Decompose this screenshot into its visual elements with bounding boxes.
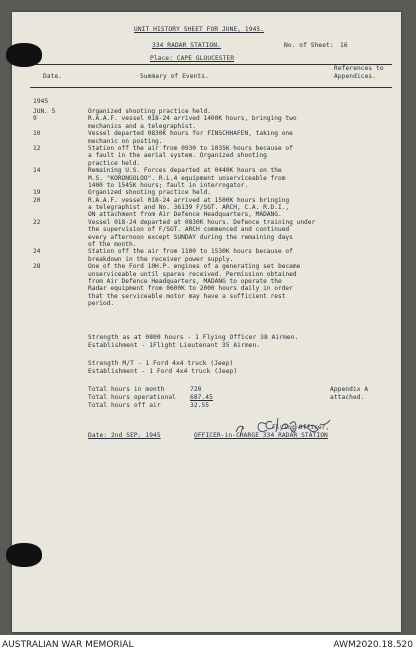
event-row xyxy=(12,234,401,241)
event-row xyxy=(12,300,401,307)
total-operational-value: 687.45 xyxy=(190,394,213,401)
appendix-note-2: attached. xyxy=(330,394,365,401)
punch-hole-bottom xyxy=(6,543,42,567)
event-row xyxy=(12,182,401,189)
event-row xyxy=(12,123,401,130)
event-text: the supervision of F/SGT. ARCH commenced and continued xyxy=(88,226,290,234)
event-text: Radar equipment from 0600K to 2000 hours daily in order xyxy=(88,285,293,293)
event-date: 19 xyxy=(33,189,41,197)
event-row xyxy=(12,256,401,263)
event-text: mechanics and a telegraphist. xyxy=(88,122,197,130)
transport-establishment: Establishment - 1 Ford 4x4 truck (Jeep) xyxy=(88,368,238,375)
event-row xyxy=(12,219,401,226)
footer-institution: AUSTRALIAN WAR MEMORIAL xyxy=(2,640,134,650)
event-row xyxy=(12,145,401,152)
event-date: 14 xyxy=(33,167,41,175)
event-text: Remaining U.S. Forces departed at 0440K hours on the xyxy=(88,167,282,175)
event-row xyxy=(12,211,401,218)
event-text: Vessel 018-24 departed at 0830K hours. Defence training under xyxy=(88,218,316,226)
event-text: a telegraphist and No. 36139 F/SGT. ARCH, C.A. R.D.I., xyxy=(88,204,290,212)
event-row xyxy=(12,130,401,137)
total-month-value: 720 xyxy=(190,386,202,393)
column-references: References to xyxy=(334,65,384,72)
event-date: 12 xyxy=(33,144,41,152)
strength-line: Strength as at 0800 hours - 1 Flying Officer 38 Airmen. xyxy=(88,334,299,341)
sheet-number: 16 xyxy=(340,42,348,49)
unit-name: 334 RADAR STATION. xyxy=(152,42,221,49)
signatory-role: OFFICER-in-CHARGE 334 RADAR STATION xyxy=(194,432,328,439)
event-row xyxy=(12,197,401,204)
caption-bar xyxy=(0,637,416,653)
column-appendices: Appendices. xyxy=(334,73,377,80)
event-row xyxy=(12,152,401,159)
document-page xyxy=(12,12,401,632)
event-row xyxy=(12,175,401,182)
event-row xyxy=(12,160,401,167)
event-row xyxy=(12,115,401,122)
event-date: 28 xyxy=(33,263,41,271)
event-date: 22 xyxy=(33,218,41,226)
punch-hole-top xyxy=(6,43,42,67)
event-row xyxy=(12,278,401,285)
event-list xyxy=(12,108,401,308)
column-summary: Summary of Events. xyxy=(140,73,209,80)
event-row xyxy=(12,293,401,300)
event-text: Organized shooting practice held. xyxy=(88,189,211,197)
event-text: that the serviceable motor may have a sufficient rest xyxy=(88,292,286,300)
event-text: from Air Defence Headquarters, MADANG to operate the xyxy=(88,277,282,285)
footer-accession: AWM2020.18.520 xyxy=(333,640,413,650)
event-text: Station off the air from 0930 to 1035K hours because of xyxy=(88,144,293,152)
event-row xyxy=(12,263,401,270)
event-row xyxy=(12,138,401,145)
event-text: practice held. xyxy=(88,159,141,167)
event-row xyxy=(12,241,401,248)
event-row xyxy=(12,204,401,211)
event-text: mechanic on posting. xyxy=(88,137,163,145)
event-text: Organized shooting practice held. xyxy=(88,108,211,115)
signatory-rank: Flying Officer, xyxy=(272,424,330,431)
event-date: 24 xyxy=(33,248,41,256)
event-text: unserviceable until spares received. Permission obtained xyxy=(88,270,297,278)
event-text: R.A.A.F. vessel 018-24 arrived at 1500K hours bringing xyxy=(88,196,290,204)
event-text: Vessel departed 0830K hours for FINSCHHAFEN, taking one xyxy=(88,130,293,138)
event-row xyxy=(12,271,401,278)
event-date: 9 xyxy=(33,115,37,123)
event-row xyxy=(12,285,401,292)
event-text: One of the Ford 10H.P. engines of a generating set became xyxy=(88,263,301,271)
event-row xyxy=(12,226,401,233)
event-row xyxy=(12,248,401,255)
total-offair-value: 32.55 xyxy=(190,402,210,409)
event-text: period. xyxy=(88,300,115,308)
event-text: R.A.A.F. vessel 018-24 arrived 1400K hours, bringing two xyxy=(88,115,297,123)
total-offair-label: Total hours off air xyxy=(88,402,161,409)
event-row xyxy=(12,108,401,115)
total-month-label: Total hours in month xyxy=(88,386,165,393)
event-text: every afternoon except SUNDAY during the remaining days xyxy=(88,233,293,241)
event-row xyxy=(12,189,401,196)
place: Place: CAPE GLOUCESTER xyxy=(150,55,235,62)
event-text: ON attachment from Air Defence Headquarters, MADANG. xyxy=(88,211,282,219)
event-date: 10 xyxy=(33,130,41,138)
event-text: M.S. "KORONGOLOO". R.L.4 equipment unserviceable from xyxy=(88,174,286,182)
sheet-title: UNIT HISTORY SHEET FOR JUNE, 1945. xyxy=(134,26,265,33)
event-date: 20 xyxy=(33,196,41,204)
transport-strength: Strength M/T - 1 Ford 4x4 truck (Jeep) xyxy=(88,360,234,367)
sheet-number-label: No. of Sheet: xyxy=(284,42,334,49)
total-operational-label: Total hours operational xyxy=(88,394,176,401)
appendix-note-1: Appendix A xyxy=(330,386,369,393)
event-text: 1400 to 1545K hours; fault in interrogator. xyxy=(88,181,249,189)
event-text: Station off the air from 1100 to 1530K hours because of xyxy=(88,248,293,256)
event-text: a fault in the aerial system. Organized shooting xyxy=(88,152,267,160)
column-rule xyxy=(30,87,392,88)
event-date: JUN. 5 xyxy=(33,108,56,115)
event-row xyxy=(12,167,401,174)
event-text: of the month. xyxy=(88,241,137,249)
event-text: breakdown in the receiver power supply. xyxy=(88,255,234,263)
column-date: Date. xyxy=(43,73,63,80)
establishment-line: Establishment - 1Flight Lieutenant 35 Airmen. xyxy=(88,342,261,349)
year: 1945 xyxy=(33,98,49,105)
signature-date: Date: 2nd SEP. 1945 xyxy=(88,432,161,439)
